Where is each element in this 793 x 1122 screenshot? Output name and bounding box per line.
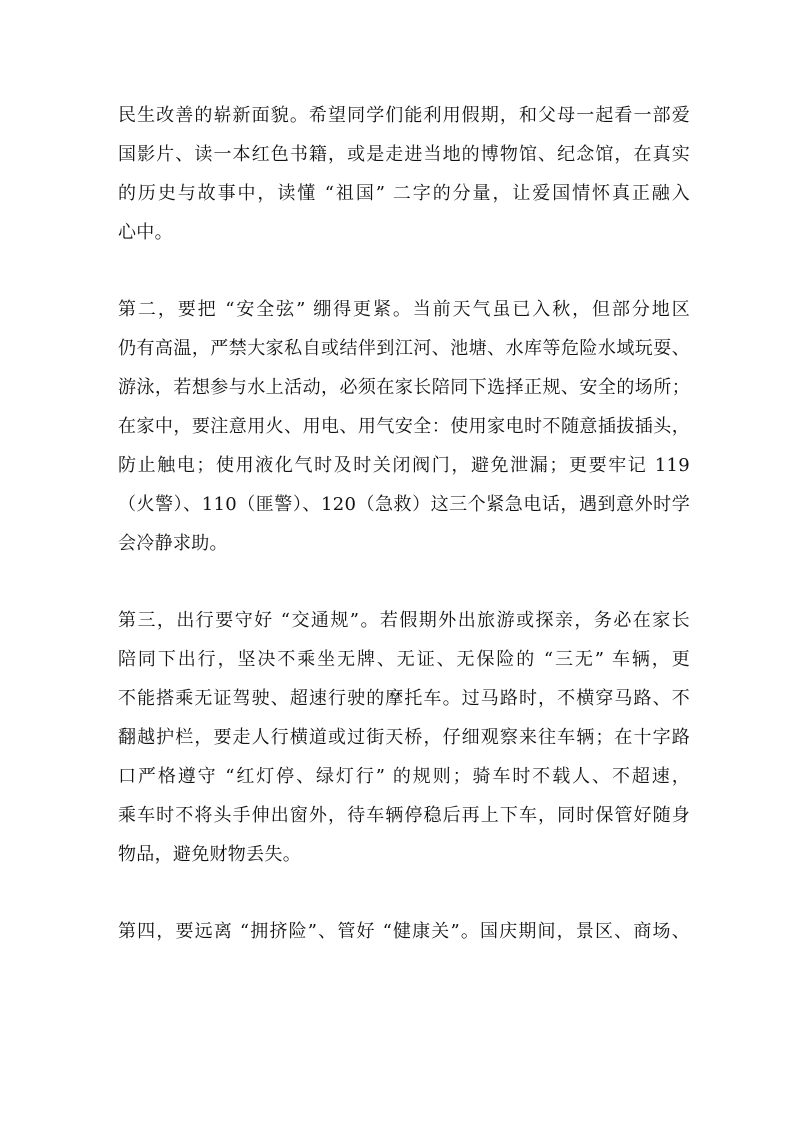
text-line: 在家中，要注意用火、用电、用气安全：使用家电时不随意插拔插头， — [118, 416, 690, 437]
document-body — [118, 96, 690, 951]
text-line: 第二，要把 “安全弦” 绷得更紧。当前天气虽已入秋，但部分地区 — [118, 299, 690, 320]
text-line: 游泳，若想参与水上活动，必须在家长陪同下选择正规、安全的场所； — [118, 377, 690, 398]
paragraph-4 — [118, 912, 690, 951]
text-line: 物品，避免财物丢失。 — [118, 844, 301, 865]
paragraph-gap — [118, 563, 690, 601]
paragraph-3 — [118, 601, 690, 874]
text-line: 民生改善的崭新面貌。希望同学们能利用假期，和父母一起看一部爱 — [118, 105, 690, 126]
text-line: 国影片、读一本红色书籍，或是走进当地的博物馆、纪念馆，在真实 — [118, 144, 690, 165]
text-line: 的历史与故事中，读懂 “祖国” 二字的分量，让爱国情怀真正融入 — [118, 183, 690, 204]
text-line: 口严格遵守 “红灯停、绿灯行” 的规则；骑车时不载人、不超速， — [118, 766, 690, 787]
text-line: 仍有高温，严禁大家私自或结伴到江河、池塘、水库等危险水域玩耍、 — [118, 338, 690, 359]
text-line: 防止触电；使用液化气时及时关闭阀门，避免泄漏；更要牢记 119 — [118, 455, 690, 476]
text-line: 乘车时不将头手伸出窗外，待车辆停稳后再上下车，同时保管好随身 — [118, 805, 690, 826]
text-line: 心中。 — [118, 222, 173, 243]
text-line: 第三，出行要守好 “交通规”。若假期外出旅游或探亲，务必在家长 — [118, 610, 690, 631]
text-line: 陪同下出行，坚决不乘坐无牌、无证、无保险的 “三无” 车辆，更 — [118, 649, 690, 670]
text-line: 第四，要远离 “拥挤险”、管好 “健康关”。国庆期间，景区、商场、 — [118, 921, 690, 942]
paragraph-gap — [118, 252, 690, 290]
paragraph-2 — [118, 290, 690, 563]
text-line: 翻越护栏，要走人行横道或过街天桥，仔细观察来往车辆；在十字路 — [118, 727, 690, 748]
paragraph-1 — [118, 96, 690, 252]
text-line: 会冷静求助。 — [118, 533, 228, 554]
text-line: 不能搭乘无证驾驶、超速行驶的摩托车。过马路时，不横穿马路、不 — [118, 688, 690, 709]
paragraph-gap — [118, 874, 690, 912]
text-line: （火警）、110（匪警）、120（急救）这三个紧急电话，遇到意外时学 — [118, 494, 690, 515]
